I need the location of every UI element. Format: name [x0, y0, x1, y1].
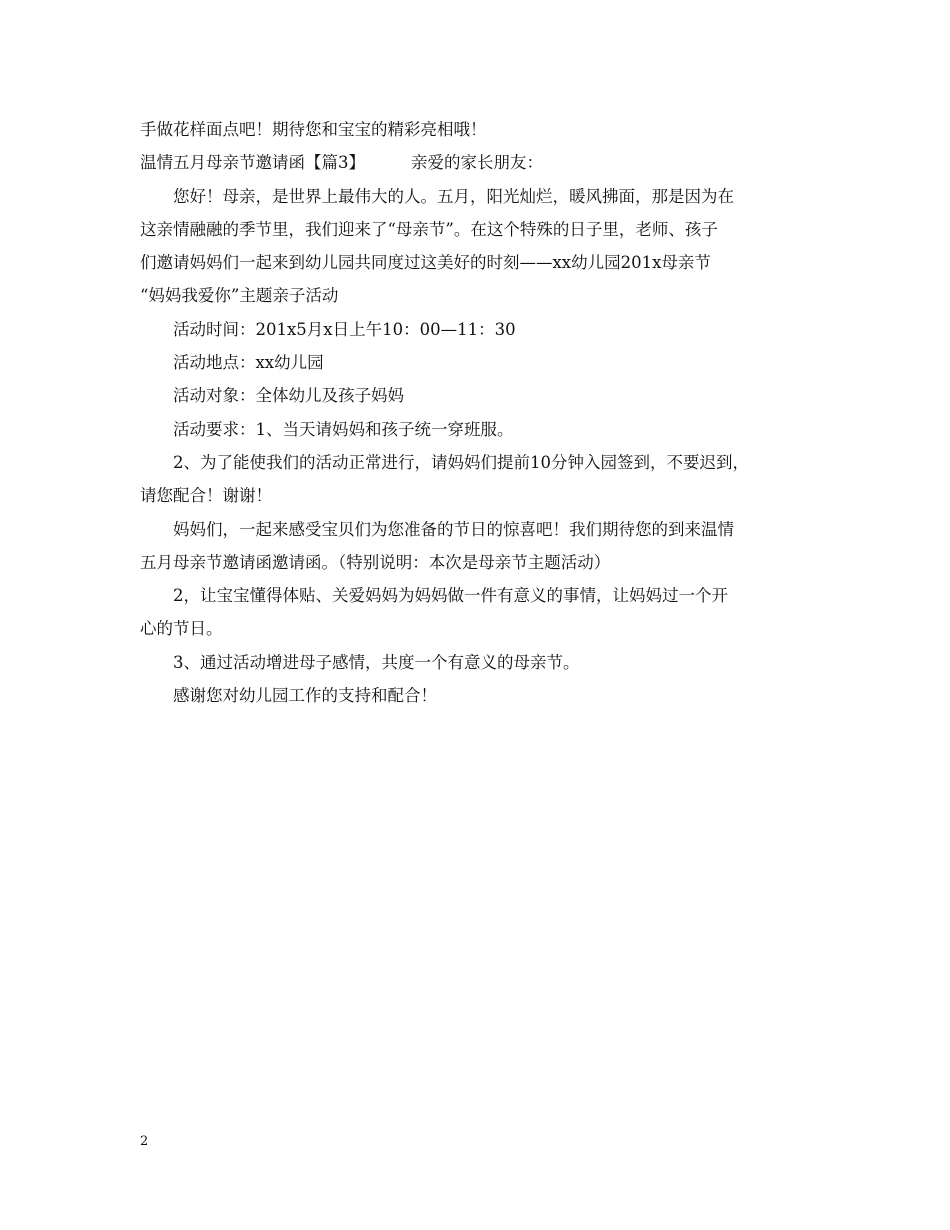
activity-requirement: 活动要求：1、当天请妈妈和孩子统一穿班服。 [173, 419, 514, 439]
line-text: 手做花样面点吧！期待您和宝宝的精彩亮相哦！ [140, 120, 487, 139]
line-text: 3、通过活动增进母子感情，共度一个有意义的母亲节。 [173, 652, 580, 672]
text-line-8 [140, 346, 830, 379]
activity-audience: 活动对象：全体幼儿及孩子妈妈 [173, 386, 404, 406]
text-line-5 [140, 246, 830, 279]
text-line-14 [140, 546, 830, 579]
text-line-6 [140, 279, 830, 312]
text-line-16 [140, 612, 830, 645]
text-line-10 [140, 413, 830, 446]
line-text: 请您配合！谢谢！ [140, 486, 272, 506]
page-number: 2 [140, 1134, 149, 1149]
text-line-1 [140, 113, 830, 146]
activity-location: 活动地点：xx幼儿园 [173, 353, 324, 373]
closing-line: 感谢您对幼儿园工作的支持和配合！ [173, 686, 437, 706]
line-text: 五月母亲节邀请函邀请函。（特别说明：本次是母亲节主题活动） [140, 552, 611, 572]
text-line-13 [140, 513, 830, 546]
text-line-11 [140, 446, 830, 479]
greeting: 亲爱的家长朋友： [411, 153, 543, 173]
text-line-4 [140, 213, 830, 246]
text-line-3 [140, 180, 830, 213]
text-line-15 [140, 579, 830, 612]
line-text: 2，让宝宝懂得体贴、关爱妈妈为妈妈做一件有意义的事情，让妈妈过一个开 [173, 586, 728, 606]
text-line-17 [140, 646, 830, 679]
text-line-9 [140, 379, 830, 412]
document-body [140, 113, 830, 712]
line-text: 这亲情融融的季节里，我们迎来了“母亲节”。在这个特殊的日子里，老师、孩子 [140, 219, 718, 239]
text-line-7 [140, 313, 830, 346]
line-text: 2、为了能使我们的活动正常进行，请妈妈们提前10分钟入园签到，不要迟到， [173, 452, 749, 472]
line-text: 妈妈们，一起来感受宝贝们为您准备的节日的惊喜吧！我们期待您的到来温情 [173, 519, 734, 539]
line-text: “妈妈我爱你”主题亲子活动 [140, 286, 339, 306]
text-line-18 [140, 679, 830, 712]
text-line-12 [140, 479, 830, 512]
section-title: 温情五月母亲节邀请函【篇3】 [140, 153, 365, 173]
activity-time: 活动时间：201x5月x日上午10：00—11：30 [173, 319, 516, 339]
line-text: 心的节日。 [140, 619, 223, 639]
text-line-2 [140, 146, 830, 179]
line-text: 您好！母亲，是世界上最伟大的人。五月，阳光灿烂，暖风拂面，那是因为在 [173, 186, 734, 206]
line-text: 们邀请妈妈们一起来到幼儿园共同度过这美好的时刻——xx幼儿园201x母亲节 [140, 253, 711, 273]
